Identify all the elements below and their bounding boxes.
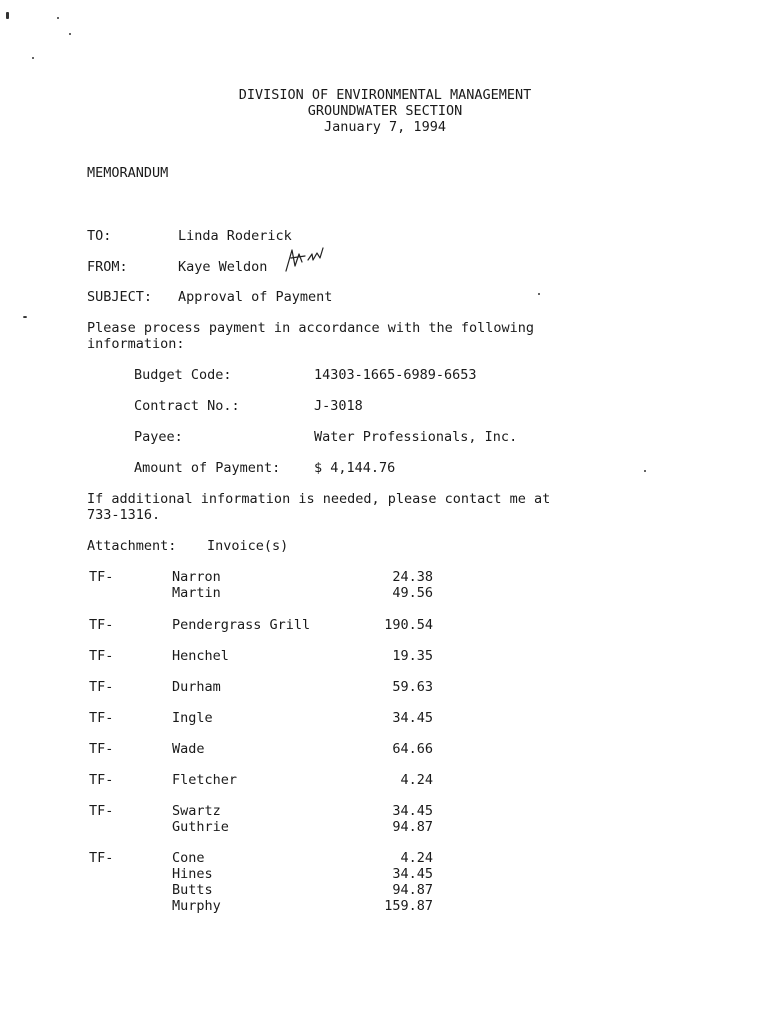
invoice-prefix: TF- bbox=[89, 803, 114, 819]
amount-value: $ 4,144.76 bbox=[314, 460, 396, 476]
scan-speck bbox=[6, 12, 9, 19]
invoice-prefix: TF- bbox=[89, 648, 114, 664]
budget-code-value: 14303-1665-6989-6653 bbox=[314, 367, 477, 383]
invoice-prefix: TF- bbox=[89, 617, 114, 633]
contact-line-1: If additional information is needed, please contact me at bbox=[87, 491, 551, 507]
invoice-amount: 4.24 bbox=[400, 850, 433, 866]
invoice-amount: 190.54 bbox=[384, 617, 433, 633]
invoice-name: Martin bbox=[172, 585, 221, 601]
invoice-name: Murphy bbox=[172, 898, 221, 914]
memo-date: January 7, 1994 bbox=[324, 119, 446, 135]
attachment-value: Invoice(s) bbox=[207, 538, 289, 554]
scan-speck bbox=[23, 316, 27, 318]
invoice-amount: 19.35 bbox=[392, 648, 433, 664]
payee-value: Water Professionals, Inc. bbox=[314, 429, 518, 445]
invoice-name: Guthrie bbox=[172, 819, 229, 835]
invoice-name: Ingle bbox=[172, 710, 213, 726]
invoice-amount: 34.45 bbox=[392, 803, 433, 819]
invoice-prefix: TF- bbox=[89, 741, 114, 757]
from-label: FROM: bbox=[87, 259, 128, 275]
division-title: DIVISION OF ENVIRONMENTAL MANAGEMENT bbox=[238, 87, 532, 103]
memorandum-label: MEMORANDUM bbox=[87, 165, 169, 181]
to-value: Linda Roderick bbox=[178, 228, 292, 244]
invoice-amount: 34.45 bbox=[392, 866, 433, 882]
invoice-amount: 24.38 bbox=[392, 569, 433, 585]
scan-speck bbox=[57, 17, 59, 19]
invoice-amount: 94.87 bbox=[392, 882, 433, 898]
from-value: Kaye Weldon bbox=[178, 259, 268, 275]
invoice-name: Cone bbox=[172, 850, 205, 866]
contract-value: J-3018 bbox=[314, 398, 363, 414]
scan-speck bbox=[644, 470, 646, 472]
invoice-name: Hines bbox=[172, 866, 213, 882]
subject-value: Approval of Payment bbox=[178, 289, 333, 305]
section-title: GROUNDWATER SECTION bbox=[307, 103, 463, 119]
invoice-prefix: TF- bbox=[89, 569, 114, 585]
scan-speck bbox=[69, 33, 71, 35]
to-label: TO: bbox=[87, 228, 112, 244]
invoice-name: Henchel bbox=[172, 648, 229, 664]
initials-signature bbox=[282, 244, 328, 274]
payee-label: Payee: bbox=[134, 429, 183, 445]
invoice-amount: 34.45 bbox=[392, 710, 433, 726]
invoice-name: Butts bbox=[172, 882, 213, 898]
invoice-name: Wade bbox=[172, 741, 205, 757]
scan-speck bbox=[32, 57, 34, 59]
invoice-name: Fletcher bbox=[172, 772, 238, 788]
invoice-name: Swartz bbox=[172, 803, 221, 819]
invoice-prefix: TF- bbox=[89, 772, 114, 788]
subject-label: SUBJECT: bbox=[87, 289, 153, 305]
attachment-label: Attachment: bbox=[87, 538, 177, 554]
invoice-name: Pendergrass Grill bbox=[172, 617, 311, 633]
invoice-prefix: TF- bbox=[89, 679, 114, 695]
invoice-prefix: TF- bbox=[89, 710, 114, 726]
scan-speck bbox=[538, 293, 540, 295]
invoice-name: Durham bbox=[172, 679, 221, 695]
invoice-amount: 4.24 bbox=[400, 772, 433, 788]
amount-label: Amount of Payment: bbox=[134, 460, 281, 476]
invoice-prefix: TF- bbox=[89, 850, 114, 866]
invoice-amount: 159.87 bbox=[384, 898, 433, 914]
budget-code-label: Budget Code: bbox=[134, 367, 232, 383]
invoice-amount: 59.63 bbox=[392, 679, 433, 695]
invoice-amount: 49.56 bbox=[392, 585, 433, 601]
invoice-amount: 64.66 bbox=[392, 741, 433, 757]
contact-line-2: 733-1316. bbox=[87, 507, 161, 523]
intro-line-1: Please process payment in accordance with the following bbox=[87, 320, 535, 336]
intro-line-2: information: bbox=[87, 336, 185, 352]
invoice-amount: 94.87 bbox=[392, 819, 433, 835]
invoice-name: Narron bbox=[172, 569, 221, 585]
contract-label: Contract No.: bbox=[134, 398, 240, 414]
